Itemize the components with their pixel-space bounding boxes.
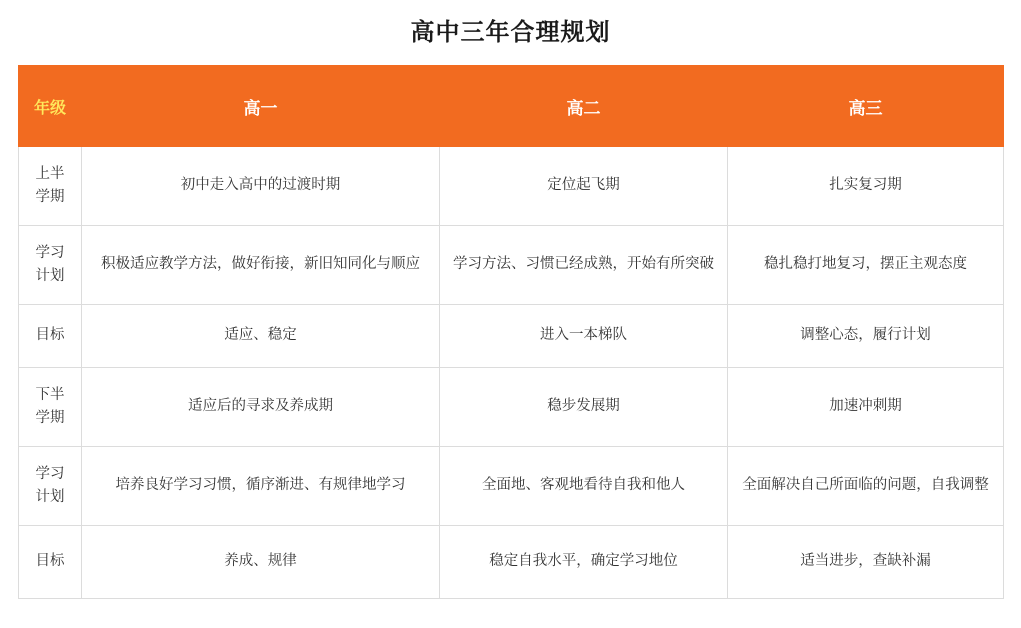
row-header-line: 学习	[35, 465, 65, 482]
table-row	[19, 226, 1004, 305]
table-body	[19, 147, 1004, 599]
cell-year2: 全面地、客观地看待自我和他人	[440, 447, 728, 526]
cell-year3: 稳扎稳打地复习，摆正主观态度	[728, 226, 1004, 305]
row-header-first-semester	[19, 147, 82, 226]
row-header-line: 目标	[35, 553, 65, 570]
table-header	[19, 66, 1004, 147]
planning-table	[18, 65, 1004, 599]
planning-table-container	[0, 65, 1021, 599]
table-row	[19, 147, 1004, 226]
cell-year1: 适应、稳定	[82, 305, 440, 368]
row-header-line: 学习	[35, 244, 65, 261]
table-row	[19, 305, 1004, 368]
cell-year2: 学习方法、习惯已经成熟，开始有所突破	[440, 226, 728, 305]
cell-year2: 进入一本梯队	[440, 305, 728, 368]
cell-year1: 养成、规律	[82, 526, 440, 599]
cell-year3: 调整心态，履行计划	[728, 305, 1004, 368]
cell-year3: 全面解决自己所面临的问题，自我调整	[728, 447, 1004, 526]
column-header-year3: 高三	[728, 66, 1004, 147]
row-header-goal	[19, 526, 82, 599]
row-header-line: 学期	[35, 410, 65, 426]
table-row	[19, 447, 1004, 526]
table-row	[19, 368, 1004, 447]
cell-year1: 初中走入高中的过渡时期	[82, 147, 440, 226]
cell-year1: 培养良好学习习惯，循序渐进、有规律地学习	[82, 447, 440, 526]
header-row	[19, 66, 1004, 147]
column-header-year1: 高一	[82, 66, 440, 147]
row-header-second-semester	[19, 368, 82, 447]
row-header-study-plan	[19, 226, 82, 305]
row-header-line: 学期	[35, 189, 65, 205]
row-header-line: 计划	[35, 268, 65, 284]
table-row	[19, 526, 1004, 599]
cell-year2: 稳步发展期	[440, 368, 728, 447]
row-header-line: 上半	[35, 165, 65, 182]
row-header-study-plan	[19, 447, 82, 526]
cell-year3: 适当进步，查缺补漏	[728, 526, 1004, 599]
row-header-line: 计划	[35, 489, 65, 505]
cell-year2: 定位起飞期	[440, 147, 728, 226]
cell-year1: 积极适应教学方法，做好衔接，新旧知同化与顺应	[82, 226, 440, 305]
cell-year3: 扎实复习期	[728, 147, 1004, 226]
row-header-goal	[19, 305, 82, 368]
page-title: 高中三年合理规划	[410, 19, 611, 46]
column-header-grade: 年级	[19, 66, 82, 147]
cell-year3: 加速冲刺期	[728, 368, 1004, 447]
row-header-line: 下半	[35, 386, 65, 403]
cell-year1: 适应后的寻求及养成期	[82, 368, 440, 447]
cell-year2: 稳定自我水平，确定学习地位	[440, 526, 728, 599]
column-header-year2: 高二	[440, 66, 728, 147]
row-header-line: 目标	[35, 327, 65, 344]
